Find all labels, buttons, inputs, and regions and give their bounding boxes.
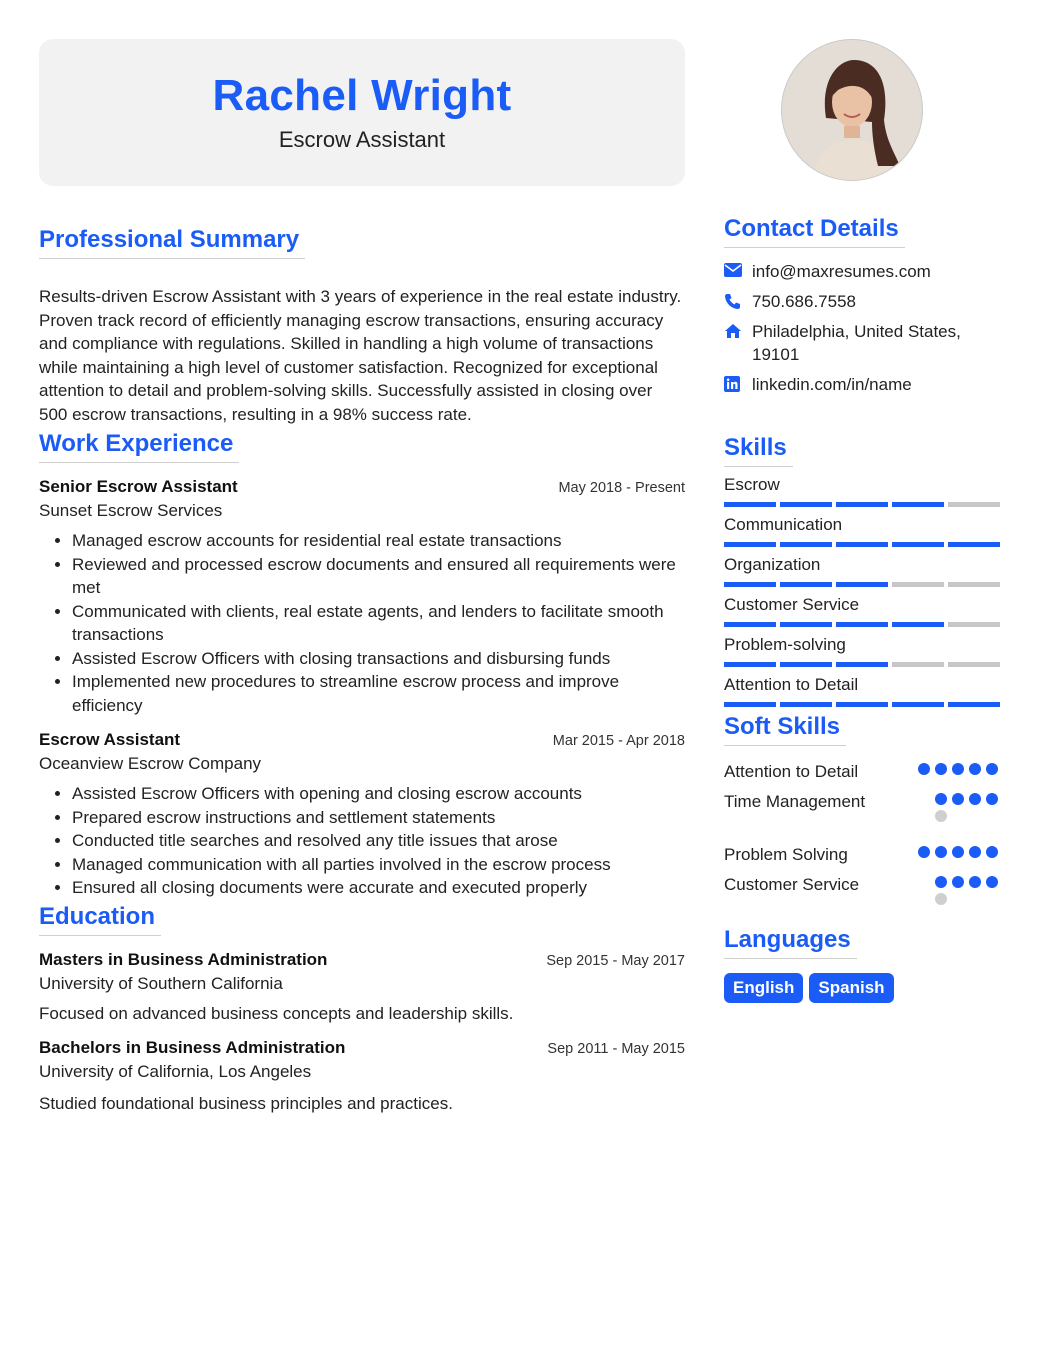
- section-title-contact: Contact Details: [724, 215, 905, 248]
- contact-linkedin[interactable]: [724, 373, 1002, 396]
- skills-section: [724, 434, 1002, 707]
- skill-level-segment: [948, 702, 1000, 707]
- skill-level-segment: [724, 662, 776, 667]
- rating-dot: [969, 846, 981, 858]
- job-company: Sunset Escrow Services: [39, 501, 223, 520]
- rating-dot: [935, 763, 947, 775]
- education-dates: Sep 2011 - May 2015: [547, 1040, 685, 1057]
- language-list: [724, 973, 1002, 1003]
- skill-level-bar: [724, 542, 1002, 547]
- rating-dot: [986, 846, 998, 858]
- job-title: Escrow Assistant: [39, 730, 181, 749]
- education-section: [39, 903, 685, 1114]
- rating-dot: [935, 810, 947, 822]
- skill-level-segment: [724, 622, 776, 627]
- skill-item: [724, 555, 1002, 587]
- skill-item: [724, 635, 1002, 667]
- languages-section: [724, 926, 1002, 1003]
- rating-dot: [986, 793, 998, 805]
- skill-level-segment: [948, 582, 1000, 587]
- contact-location-text: Philadelphia, United States, 19101: [752, 322, 961, 364]
- skill-name: Customer Service: [724, 595, 860, 614]
- skill-name: Communication: [724, 515, 843, 534]
- skills-list: [724, 475, 1002, 707]
- rating-dot: [918, 846, 930, 858]
- job-entry: [39, 730, 685, 900]
- skill-item: [724, 515, 1002, 547]
- rating-dot: [935, 876, 947, 888]
- rating-dot: [952, 876, 964, 888]
- job-company: Oceanview Escrow Company: [39, 754, 262, 773]
- home-icon: [724, 320, 752, 339]
- rating-dot: [969, 763, 981, 775]
- rating-dot: [918, 763, 930, 775]
- skill-level-segment: [948, 502, 1000, 507]
- profile-photo-illustration: [782, 40, 923, 181]
- skill-level-bar: [724, 702, 1002, 707]
- skill-level-segment: [780, 662, 832, 667]
- skill-level-segment: [724, 542, 776, 547]
- job-bullet: • Implemented new procedures to streamline escrow process and improve efficiency: [72, 670, 685, 717]
- education-entry: [39, 950, 685, 1024]
- rating-dot: [969, 793, 981, 805]
- rating-dot: [935, 846, 947, 858]
- section-title-languages: Languages: [724, 926, 857, 959]
- soft-skills-section: [724, 713, 1002, 924]
- job-bullet: • Ensured all closing documents were accurate and executed properly: [72, 876, 685, 900]
- soft-skill-rating: [935, 788, 1002, 822]
- skill-item: [724, 475, 1002, 507]
- education-entry: [39, 1038, 685, 1114]
- skill-level-segment: [780, 502, 832, 507]
- skill-level-segment: [892, 702, 944, 707]
- contact-email-text: info@maxresumes.com: [752, 262, 931, 281]
- skill-level-segment: [724, 702, 776, 707]
- main-column: [39, 39, 685, 1114]
- degree-title: Masters in Business Administration: [39, 949, 328, 969]
- skill-level-segment: [892, 502, 944, 507]
- skill-name: Problem-solving: [724, 635, 846, 654]
- contact-section: [724, 215, 1002, 396]
- skill-item: [724, 595, 1002, 627]
- skill-level-segment: [780, 702, 832, 707]
- linkedin-icon: [724, 373, 752, 392]
- skill-level-segment: [836, 622, 888, 627]
- sidebar-column: [724, 39, 1002, 1003]
- contact-linkedin-text: linkedin.com/in/name: [752, 375, 912, 394]
- job-dates: May 2018 - Present: [558, 480, 685, 496]
- contact-phone[interactable]: [724, 290, 1002, 313]
- skill-level-segment: [836, 582, 888, 587]
- section-title-experience: Work Experience: [39, 430, 239, 463]
- degree-title: Bachelors in Business Administration: [39, 1037, 346, 1057]
- skill-level-bar: [724, 582, 1002, 587]
- job-bullet: • Communicated with clients, real estate agents, and lenders to facilitate smooth transactions: [72, 600, 685, 647]
- skill-level-segment: [948, 662, 1000, 667]
- contact-location: [724, 320, 1002, 366]
- section-title-education: Education: [39, 903, 161, 936]
- skill-level-segment: [892, 662, 944, 667]
- skill-name: Escrow: [724, 475, 780, 494]
- summary-section: [39, 226, 685, 426]
- job-bullet: • Reviewed and processed escrow documents and ensured all requirements were met: [72, 553, 685, 600]
- header-card: [39, 39, 685, 186]
- education-description: Studied foundational business principles and practices.: [39, 1093, 453, 1113]
- skill-name: Attention to Detail: [724, 675, 859, 694]
- skill-level-segment: [724, 502, 776, 507]
- soft-skill-rating: [918, 758, 1002, 775]
- job-bullet: • Conducted title searches and resolved any title issues that arose: [72, 829, 685, 853]
- job-bullet: • Managed escrow accounts for residential real estate transactions: [72, 529, 685, 553]
- soft-skill-rating: [918, 841, 1002, 858]
- rating-dot: [952, 846, 964, 858]
- rating-dot: [986, 876, 998, 888]
- soft-skill-name: Problem Solving: [724, 845, 848, 864]
- rating-dot: [952, 793, 964, 805]
- school-name: University of California, Los Angeles: [39, 1061, 312, 1081]
- job-bullets: [39, 529, 685, 717]
- job-bullet: • Assisted Escrow Officers with opening and closing escrow accounts: [72, 782, 685, 806]
- skill-item: [724, 675, 1002, 707]
- experience-section: [39, 430, 685, 900]
- skill-level-bar: [724, 622, 1002, 627]
- soft-skill-name: Time Management: [724, 792, 866, 811]
- soft-skill-name: Attention to Detail: [724, 762, 859, 781]
- candidate-name: Rachel Wright: [212, 71, 512, 120]
- candidate-role: Escrow Assistant: [278, 127, 446, 152]
- soft-skill-item: [724, 788, 1002, 841]
- job-entry: [39, 477, 685, 717]
- soft-skills-list: [724, 758, 1002, 924]
- rating-dot: [952, 763, 964, 775]
- rating-dot: [935, 793, 947, 805]
- section-title-soft-skills: Soft Skills: [724, 713, 846, 746]
- job-bullets: [39, 782, 685, 900]
- summary-text: Results-driven Escrow Assistant with 3 years of experience in the real estate industry. Proven track record of efficiently managing escrow transactions, ensuring accuracy and compliance with regulations. Skilled in handling a high volume of transactions while maintaining a high level of customer satisfaction. Recognized for exceptional attention to detail and problem-solving skills. Successfully assisted in closing over 500 escrow transactions, resulting in a 98% success rate.: [39, 287, 682, 424]
- profile-photo: [781, 39, 923, 181]
- skill-level-segment: [948, 622, 1000, 627]
- rating-dot: [935, 893, 947, 905]
- soft-skill-item: [724, 871, 1002, 924]
- skill-level-segment: [836, 702, 888, 707]
- skill-level-bar: [724, 662, 1002, 667]
- section-title-skills: Skills: [724, 434, 793, 467]
- school-name: University of Southern California: [39, 973, 283, 993]
- envelope-icon: [724, 260, 752, 277]
- skill-name: Organization: [724, 555, 821, 574]
- job-bullet: • Managed communication with all parties involved in the escrow process: [72, 853, 685, 877]
- skill-level-segment: [836, 502, 888, 507]
- soft-skill-rating: [935, 871, 1002, 905]
- skill-level-segment: [892, 582, 944, 587]
- job-title: Senior Escrow Assistant: [39, 477, 238, 496]
- skill-level-segment: [780, 622, 832, 627]
- job-bullet: • Prepared escrow instructions and settlement statements: [72, 806, 685, 830]
- soft-skill-name: Customer Service: [724, 875, 860, 894]
- skill-level-segment: [780, 582, 832, 587]
- skill-level-segment: [780, 542, 832, 547]
- rating-dot: [969, 876, 981, 888]
- section-title-summary: Professional Summary: [39, 226, 305, 259]
- rating-dot: [986, 763, 998, 775]
- skill-level-segment: [724, 582, 776, 587]
- skill-level-segment: [892, 542, 944, 547]
- soft-skill-item: [724, 841, 1002, 871]
- skill-level-segment: [836, 542, 888, 547]
- contact-email[interactable]: [724, 260, 1002, 283]
- language-tag: English: [724, 973, 803, 1003]
- education-description: Focused on advanced business concepts and leadership skills.: [39, 1003, 514, 1023]
- job-bullet: • Assisted Escrow Officers with closing transactions and disbursing funds: [72, 647, 685, 671]
- skill-level-segment: [948, 542, 1000, 547]
- contact-phone-text: 750.686.7558: [752, 292, 856, 311]
- skill-level-segment: [836, 662, 888, 667]
- job-dates: Mar 2015 - Apr 2018: [552, 733, 685, 749]
- skill-level-segment: [892, 622, 944, 627]
- education-dates: Sep 2015 - May 2017: [546, 952, 685, 969]
- skill-level-bar: [724, 502, 1002, 507]
- soft-skill-item: [724, 758, 1002, 788]
- phone-icon: [724, 290, 752, 310]
- language-tag: Spanish: [809, 973, 893, 1003]
